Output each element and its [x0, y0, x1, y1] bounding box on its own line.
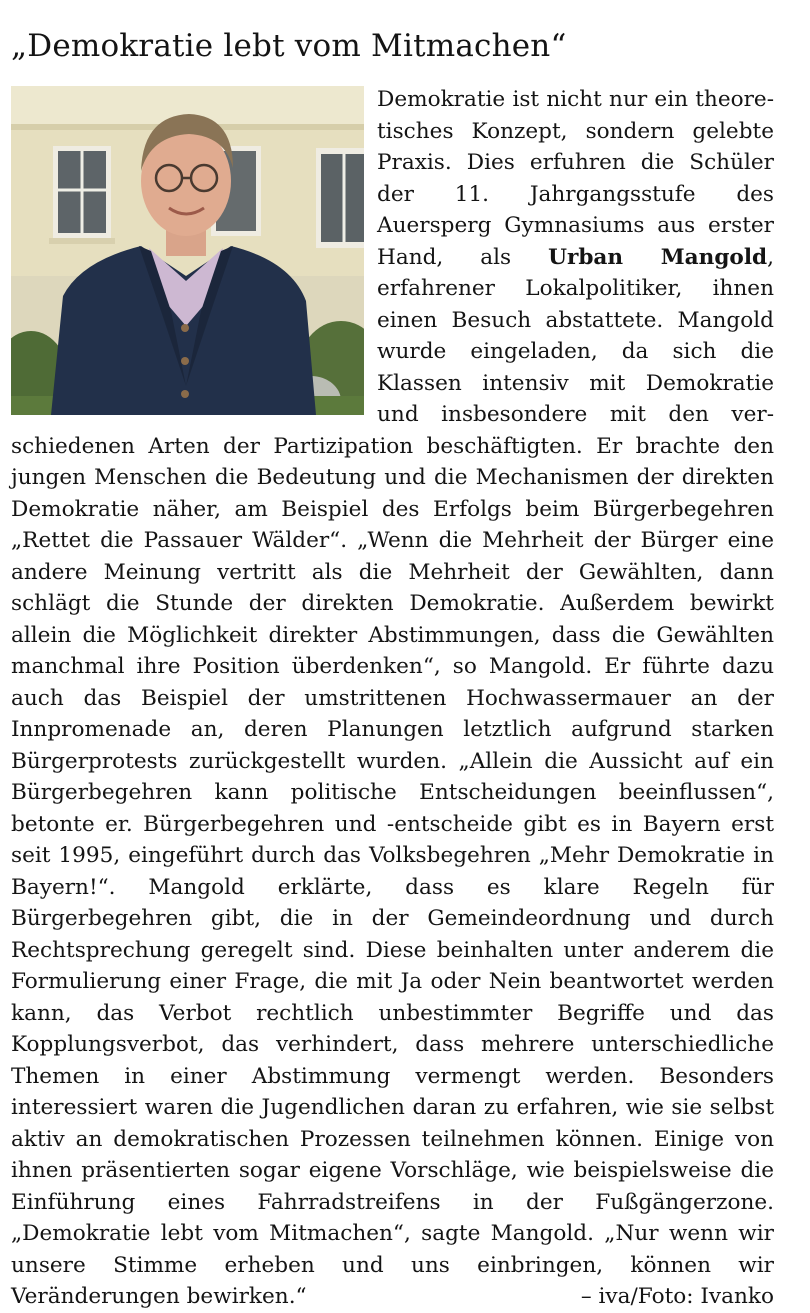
body-intro: Demokratie ist nicht nur ein theoretisches Konzept, sondern gelebte Praxis. Dies erfuhren die Schüler der 11. Jahrgangsstufe des Auersperg Gymnasiums aus erster Hand, als: [377, 87, 774, 270]
photo-credit: – iva/Foto: Ivanko: [580, 1284, 774, 1309]
body-main: , erfahrener Lokalpolitiker, ihnen einen Besuch abstattete. Mangold wurde eingeladen, da sich die Klassen intensiv mit Demokratie und insbesondere mit den verschiedenen Arten der Partizipation beschäftigten. Er brachte den jungen Menschen die Bedeutung und die Mechanismen der direkten Demokratie näher, am Beispiel des Erfolgs beim Bürgerbegehren „Rettet die Passauer Wälder“. „Wenn die Mehrheit der Bürger eine andere Meinung vertritt als die Mehrheit der Gewählten, dann schlägt die Stunde der direkten Demokratie. Außerdem bewirkt allein die Möglichkeit direkter Abstimmungen, dass die Gewählten manchmal ihre Position überdenken“, so Mangold. Er führte dazu auch das Beispiel der umstrittenen Hochwassermauer an der Innpromenade an, deren Planungen letztlich aufgrund starken Bürgerprotests zurückgestellt wurden. „Allein die Aussicht auf ein Bürgerbegehren kann politische Entscheidungen beeinflussen“, betonte er. Bürgerbegehren und -entscheide gibt es in Bayern erst seit 1995, eingeführt durch das Volksbegehren „Mehr Demokratie in Bayern!“. Mangold erklärte, dass es klare Regeln für Bürgerbegehren gibt, die in der Gemeindeordnung und durch Rechtsprechung geregelt sind. Diese beinhalten unter anderem die Formulierung einer Frage, die mit Ja oder Nein beantwortet werden kann, das Verbot rechtlich unbestimmter Begriffe und das Kopplungsverbot, das verhindert, dass mehrere unterschiedliche Themen in einer Abstimmung vermengt werden. Besonders interessiert waren die Jugendlichen daran zu erfahren, wie sie selbst aktiv an demokratischen Prozessen teilnehmen können. Einige von ihnen präsentierten sogar eigene Vorschläge, wie beispielsweise die Einführung eines Fahrradstreifens in der Fußgängerzone. „Demokratie lebt vom Mitmachen“, sagte Mangold. „Nur wenn wir unsere Stimme erheben und uns einbringen, können wir Veränderungen bewirken.“: [11, 244, 775, 1309]
article-body: [11, 84, 774, 1313]
photo-float-spacer: [11, 84, 377, 424]
person-name: Urban Mangold: [548, 244, 768, 270]
article-headline: „Demokratie lebt vom Mitmachen“: [11, 28, 567, 64]
